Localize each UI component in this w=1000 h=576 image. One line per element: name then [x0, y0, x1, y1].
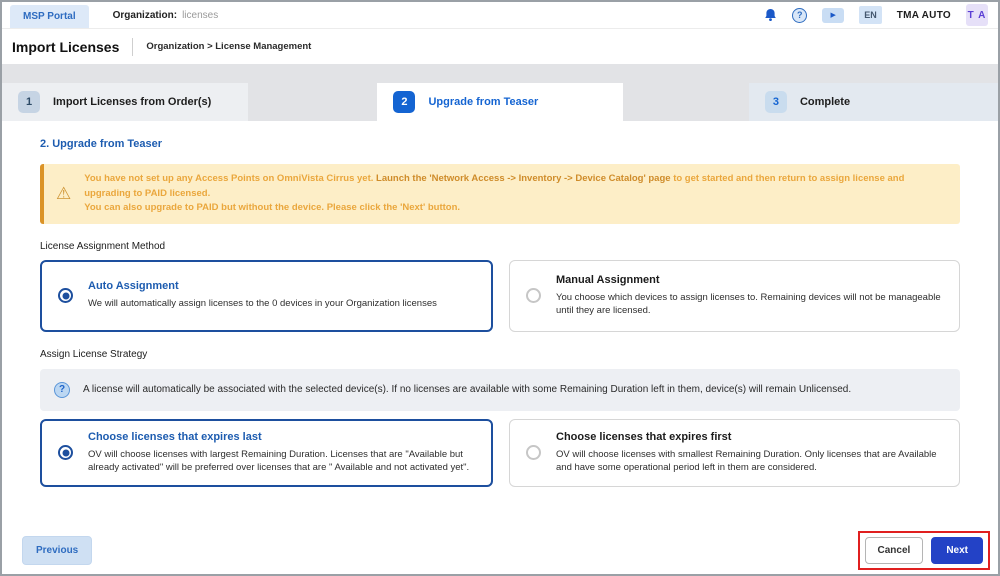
bell-icon[interactable] — [764, 8, 777, 22]
step-label: Import Licenses from Order(s) — [53, 96, 212, 108]
option-text — [88, 280, 437, 311]
radio-unselected-icon[interactable] — [526, 445, 541, 460]
option-title: Choose licenses that expires first — [556, 430, 732, 443]
expires-last-option[interactable] — [40, 419, 493, 487]
account-name: TMA AUTO — [896, 9, 951, 21]
step-label: Upgrade from Teaser — [428, 96, 539, 108]
warning-line1-part3: to get started and then return to assign license and upgrading to PAID licensed. — [84, 173, 905, 199]
option-description: OV will choose licenses with smallest Remaining Duration. Only licenses that are Available and have some operational period left in them are considered. — [556, 448, 937, 473]
warning-line2: You can also upgrade to PAID but without the device. Please click the 'Next' button. — [84, 202, 461, 213]
option-description: We will automatically assign licenses to the 0 devices in your Organization licenses — [88, 298, 437, 310]
expires-first-option[interactable] — [509, 419, 960, 487]
option-title: Choose licenses that expires last — [88, 430, 262, 443]
page-header — [2, 28, 998, 64]
topbar-actions — [764, 4, 988, 26]
question-circle-icon: ? — [54, 382, 70, 398]
step-number-badge: 1 — [18, 91, 40, 113]
option-text — [556, 431, 943, 475]
option-description: You choose which devices to assign licenses to. Remaining devices will not be manageable until they are licensed. — [556, 291, 941, 316]
step-number-badge: 2 — [393, 91, 415, 113]
wizard-tabbar — [2, 64, 998, 121]
top-bar — [2, 2, 998, 28]
radio-selected-icon[interactable] — [58, 445, 73, 460]
auto-assignment-option[interactable] — [40, 260, 493, 332]
warning-banner — [40, 164, 960, 224]
warning-triangle-icon: ⚠ — [56, 184, 72, 204]
option-text — [88, 431, 475, 475]
assign-license-strategy-label: Assign License Strategy — [40, 348, 148, 360]
help-icon[interactable]: ? — [792, 8, 807, 23]
annotation-highlight-box — [858, 531, 990, 570]
organization-value: licenses — [182, 9, 219, 21]
next-button[interactable]: Next — [931, 537, 983, 564]
license-assignment-method-label: License Assignment Method — [40, 240, 166, 252]
step-number-badge: 3 — [765, 91, 787, 113]
strategy-info-text: A license will automatically be associated with the selected device(s). If no licenses are available with some Remaining Duration left in them, device(s) will remain Unlicensed. — [83, 384, 852, 395]
warning-text — [84, 172, 946, 216]
radio-selected-icon[interactable] — [58, 288, 73, 303]
option-description: OV will choose licenses with largest Remaining Duration. Licenses that are "Available but already activated" will be preferred over licenses that are " Available and not activated yet". — [88, 448, 470, 473]
strategy-info-banner — [40, 369, 960, 411]
assignment-options — [40, 260, 960, 332]
header-divider — [132, 38, 133, 56]
avatar[interactable]: T A — [966, 4, 988, 26]
previous-button[interactable]: Previous — [22, 536, 92, 565]
step-label: Complete — [799, 96, 851, 108]
strategy-options — [40, 419, 960, 487]
language-badge[interactable]: EN — [859, 6, 882, 24]
wizard-step-import-licenses[interactable] — [2, 83, 248, 121]
radio-unselected-icon[interactable] — [526, 288, 541, 303]
option-text — [556, 274, 943, 318]
section-title: 2. Upgrade from Teaser — [40, 138, 163, 150]
wizard-step-content — [2, 138, 998, 487]
msp-portal-tab[interactable]: MSP Portal — [10, 5, 89, 28]
option-title: Auto Assignment — [88, 280, 179, 293]
wizard-footer — [22, 531, 990, 570]
page-title: Import Licenses — [12, 38, 120, 55]
wizard-step-upgrade-from-teaser[interactable] — [377, 83, 622, 121]
manual-assignment-option[interactable] — [509, 260, 960, 332]
tour-play-icon[interactable]: ▶ — [822, 8, 844, 23]
organization-selector[interactable] — [113, 10, 219, 21]
warning-line1-part1: You have not set up any Access Points on OmniVista Cirrus yet. — [84, 173, 377, 184]
organization-label: Organization: — [112, 9, 178, 21]
option-title: Manual Assignment — [556, 273, 660, 286]
breadcrumb[interactable]: Organization > License Management — [146, 41, 312, 52]
warning-line1-link: Launch the 'Network Access -> Inventory -> Device Catalog' page — [376, 173, 671, 184]
wizard-step-complete[interactable] — [749, 83, 998, 121]
cancel-button[interactable]: Cancel — [865, 537, 924, 564]
